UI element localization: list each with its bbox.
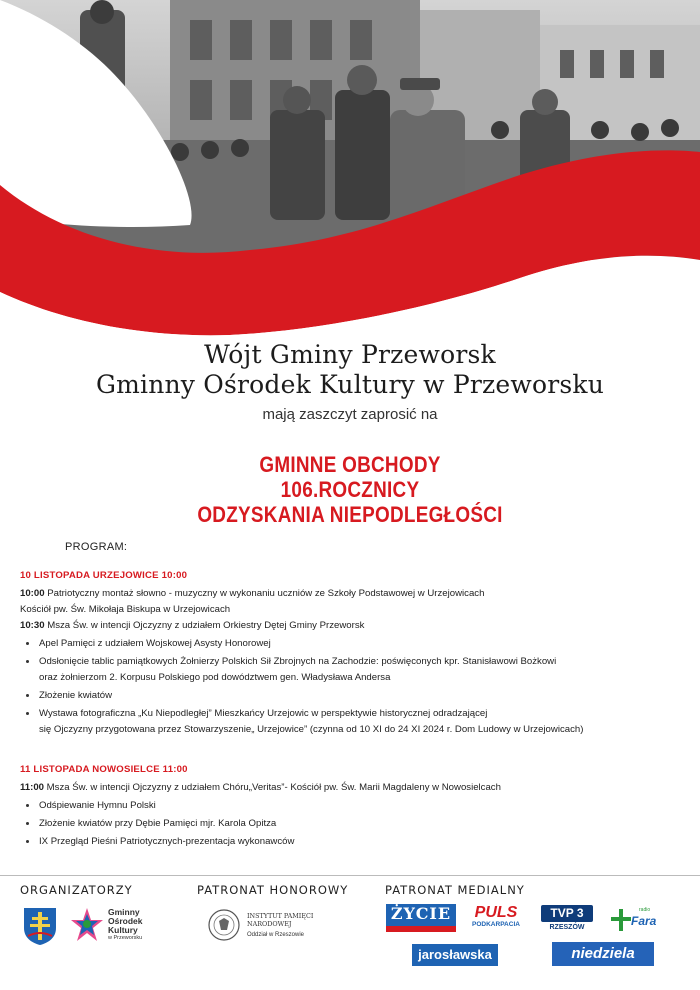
list-item — [20, 834, 680, 850]
program-day-2 — [20, 764, 680, 850]
puls-podkarpacia-logo — [470, 904, 522, 934]
tvp3-rzeszow-logo — [541, 905, 593, 939]
invitation-header — [0, 340, 700, 423]
fara-logo-small: radio — [639, 907, 651, 913]
list-item — [20, 688, 680, 704]
puls-logo-text: PULS — [474, 904, 518, 921]
day-1-header: 10 LISTOPADA URZEJOWICE 10:00 — [20, 570, 188, 581]
program-entry — [20, 618, 680, 634]
list-item — [20, 654, 680, 686]
gok-logo-subtitle: w Przeworsku — [108, 935, 143, 941]
ipn-logo-subtitle: Oddział w Rzeszowie — [247, 932, 305, 938]
hero-photo — [0, 0, 700, 345]
gok-logo-line: Ośrodek — [108, 916, 143, 926]
zycie-logo-stripe — [386, 926, 456, 932]
list-item — [20, 798, 680, 814]
fara-logo-text: Fara — [631, 914, 657, 928]
program-entry — [20, 602, 680, 618]
host-line-2: Gminny Ośrodek Kultury w Przeworsku — [95, 370, 605, 399]
entry-time: 11:00 — [20, 782, 45, 793]
invite-text: mają zaszczyt zaprosić na — [262, 406, 438, 423]
list-item-text: IX Przegląd Pieśni Patriotycznych-prezentacja wykonawców — [39, 836, 295, 847]
ipn-logo-line: INSTYTUT PAMIĘCI — [247, 912, 314, 920]
list-item-continuation: oraz żołnierzom 2. Korpusu Polskiego pod dowództwem gen. Władysława Andersa — [39, 672, 391, 683]
radio-fara-logo — [611, 907, 661, 933]
tvp-logo-city: RZESZÓW — [549, 924, 585, 931]
list-item-text: Odśpiewanie Hymnu Polski — [39, 800, 156, 811]
program-day-1 — [20, 570, 680, 738]
entry-text: Msza Św. w intencji Ojczyzny z udziałem Chóru„Veritas”- Kościół pw. Św. Marii Magdaleny w Nowosielcach — [44, 782, 501, 793]
list-item-text: Wystawa fotograficzna „Ku Niepodległej” Mieszkańcy Urzejowic w perspektywie historycznej odradzającej — [39, 708, 488, 719]
entry-time: 10:30 — [20, 620, 45, 631]
event-title-line-3: ODZYSKANIA NIEPODLEGŁOŚCI — [197, 502, 503, 527]
list-item-text: Złożenie kwiatów — [39, 690, 113, 701]
tvp-logo-text: TVP 3 — [541, 905, 593, 922]
entry-text: Kościół pw. Św. Mikołaja Biskupa w Urzejowicach — [20, 604, 231, 615]
entry-time: 10:00 — [20, 588, 45, 599]
gmina-coat-of-arms-logo — [22, 906, 58, 946]
ipn-logo — [207, 906, 327, 946]
day-1-bullets — [20, 636, 680, 738]
honorary-patronage-label: PATRONAT HONOROWY — [197, 883, 349, 897]
list-item — [20, 706, 680, 738]
day-2-header: 11 LISTOPADA NOWOSIELCE 11:00 — [20, 764, 188, 775]
ipn-logo-line: NARODOWEJ — [247, 920, 292, 928]
host-line-1: Wójt Gminy Przeworsk — [204, 340, 496, 369]
event-title-line-2: 106.ROCZNICY — [280, 477, 420, 502]
list-item-text: Apel Pamięci z udziałem Wojskowej Asysty Honorowej — [39, 638, 271, 649]
puls-logo-subtitle: PODKARPACIA — [472, 921, 520, 928]
gazeta-jaroslawska-logo: jarosławska — [412, 944, 498, 966]
program-label: PROGRAM: — [65, 541, 128, 553]
program-entry — [20, 780, 680, 796]
zycie-podkarpackie-logo: ŻYCIE — [386, 904, 456, 926]
gok-logo — [70, 904, 180, 946]
list-item — [20, 636, 680, 652]
day-2-bullets — [20, 798, 680, 850]
list-item-text: Odsłonięcie tablic pamiątkowych Żołnierzy Polskich Sił Zbrojnych na Zachodzie: poświęconych kpr. Stanisławowi Bożkowi — [39, 656, 557, 667]
organizers-label: ORGANIZATORZY — [20, 883, 133, 897]
niedziela-logo: niedziela — [552, 942, 654, 966]
entry-text: Msza Św. w intencji Ojczyzny z udziałem Orkiestry Dętej Gminy Przeworsk — [44, 620, 365, 631]
program-entry — [20, 586, 680, 602]
list-item-continuation: się Ojczyzny przygotowana przez Stowarzyszenie„ Urzejowice” (czynna od 10 XI do 24 XI 2024 r. Dom Ludowy w Urzejowicach) — [39, 724, 584, 735]
list-item — [20, 816, 680, 832]
gok-logo-line: Kultury — [108, 925, 138, 935]
event-title — [0, 452, 700, 527]
list-item-text: Złożenie kwiatów przy Dębie Pamięci mjr. Karola Opitza — [39, 818, 277, 829]
event-title-line-1: GMINNE OBCHODY — [259, 452, 441, 477]
footer-divider — [0, 875, 700, 876]
media-patronage-label: PATRONAT MEDIALNY — [385, 883, 525, 897]
entry-text: Patriotyczny montaż słowno - muzyczny w wykonaniu uczniów ze Szkoły Podstawowej w Urzejowicach — [44, 588, 485, 599]
gok-logo-line: Gminny — [108, 907, 140, 917]
